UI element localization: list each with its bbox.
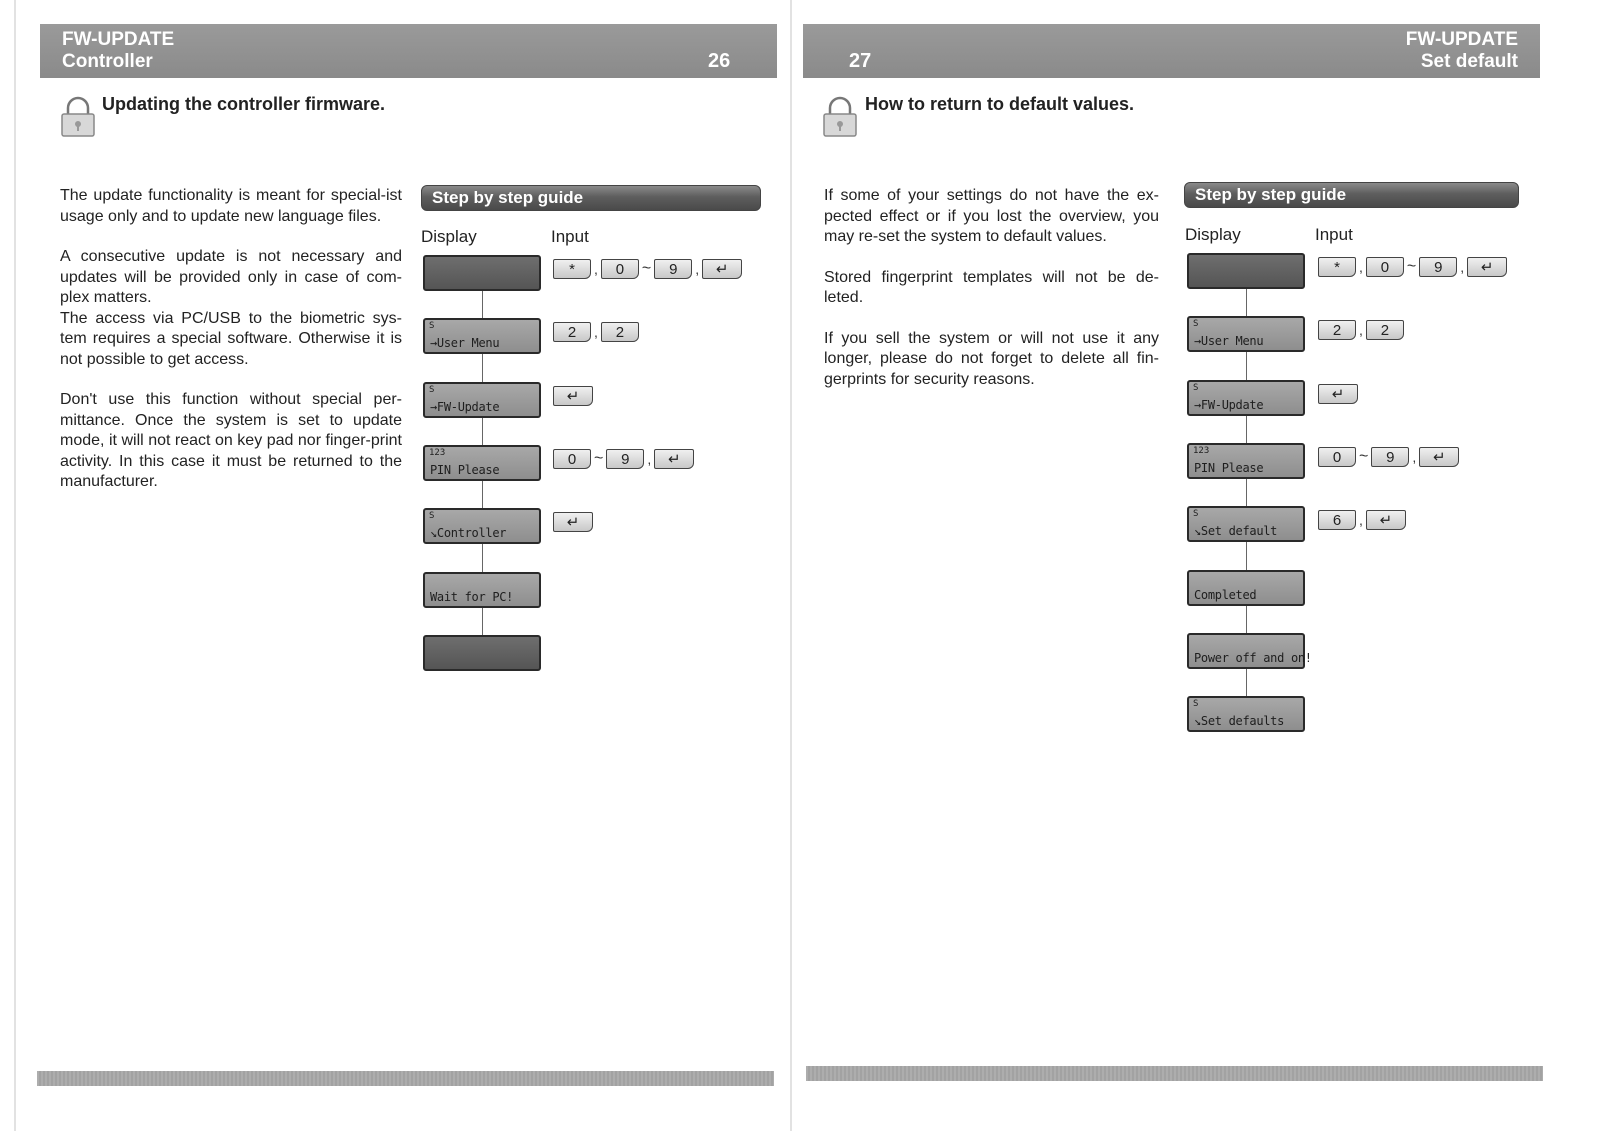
left-input-label: Input [551,227,589,246]
settings-symbol-icon: S [429,321,435,331]
right-header-subsection: Set default [1420,51,1518,72]
left-paragraph-1: The update functionality is meant for special-ist usage only and to update new language files. [60,187,402,225]
settings-symbol-icon: S [1193,509,1199,519]
digit-key: 9 [1419,257,1457,277]
comma-separator: , [1460,259,1465,275]
enter-key-icon: ↵ [553,512,593,532]
digit-key: 2 [1366,320,1404,340]
step-connector-line [1246,479,1247,506]
digit-key: 9 [654,259,692,279]
comma-separator: , [1359,322,1363,338]
settings-symbol-icon: S [429,511,435,521]
lcd-display [423,572,541,608]
input-sequence [1318,509,1406,531]
lcd-display [1187,316,1305,352]
comma-separator: , [647,451,652,467]
left-body-text [60,186,402,513]
numeric-mode-icon: 123 [429,448,446,458]
right-input-label: Input [1315,225,1353,244]
step-connector-line [482,418,483,445]
lcd-display [423,508,541,544]
step-connector-line [1246,416,1247,443]
input-sequence [1318,256,1507,278]
lcd-text: →FW-Update [430,400,500,414]
right-page-number: 27 [849,50,872,72]
digit-key: 9 [606,449,644,469]
step-connector-line [482,608,483,635]
left-page-edge [14,0,16,1131]
digit-key: 6 [1318,510,1356,530]
lock-icon [822,94,858,138]
spine-edge [790,0,792,1131]
input-sequence [553,511,593,533]
input-sequence [553,448,694,470]
enter-key-icon: ↵ [1467,257,1507,277]
step-connector-line [1246,606,1247,633]
right-paragraph-3: If you sell the system or will not use it any longer, please do not forget to delete all fin-gerprints for security reasons. [824,329,1159,388]
lcd-display [423,318,541,354]
comma-separator: , [1359,512,1363,528]
left-page-title: Updating the controller firmware. [102,94,386,114]
right-paragraph-1: If some of your settings do not have the ex-pected effect or if you lost the overview, you may re-set the system to default values. [824,187,1159,245]
settings-symbol-icon: S [1193,699,1199,709]
digit-key: 0 [553,449,591,469]
lcd-text: →User Menu [430,336,500,350]
input-sequence [1318,383,1358,405]
right-paragraph-2: Stored fingerprint templates will not be de-leted. [824,268,1159,306]
range-separator: ~ [1406,258,1417,275]
settings-symbol-icon: S [1193,319,1199,329]
lcd-text: ↘Set default [1194,524,1278,538]
lock-icon [60,94,96,138]
enter-key-icon: ↵ [654,449,694,469]
lcd-display [1187,570,1305,606]
comma-separator: , [1412,449,1417,465]
lcd-display [1187,380,1305,416]
comma-separator: , [695,261,700,277]
left-display-label: Display [421,227,477,246]
lcd-text: Power off and on! [1194,651,1312,665]
lcd-display [1187,443,1305,479]
enter-key-icon: ↵ [702,259,742,279]
lcd-display [423,635,541,671]
input-sequence [553,385,593,407]
right-header-section: FW-UPDATE [1405,29,1518,50]
star-key: * [1318,257,1356,277]
range-separator: ~ [641,260,652,277]
enter-key-icon: ↵ [553,386,593,406]
step-connector-line [1246,669,1247,696]
step-connector-line [1246,542,1247,570]
settings-symbol-icon: S [1193,383,1199,393]
lcd-text: Wait for PC! [430,590,514,604]
right-step-guide-header: Step by step guide [1184,182,1519,208]
right-display-label: Display [1185,225,1241,244]
left-paragraph-3: The access via PC/USB to the biometric sys-tem requires a special software. Otherwise it is not possible to get access. [60,309,402,368]
digit-key: 9 [1371,447,1409,467]
lcd-display [1187,506,1305,542]
enter-key-icon: ↵ [1318,384,1358,404]
input-sequence [1318,446,1459,468]
lcd-text: Completed [1194,588,1257,602]
range-separator: ~ [1359,448,1369,465]
enter-key-icon: ↵ [1419,447,1459,467]
left-paragraph-2: A consecutive update is not necessary and updates will be provided only in case of com-plex matters. [60,248,402,306]
left-step-guide-header: Step by step guide [421,185,761,211]
left-paragraph-4: Don't use this function without special per-mittance. Once the system is set to update mode, it will not react on key pad nor finger-print activity. In this case it must be returned to the manufacturer. [60,391,402,490]
digit-key: 0 [1318,447,1356,467]
lcd-text: PIN Please [1194,461,1264,475]
step-connector-line [482,354,483,382]
digit-key: 2 [553,322,591,342]
star-key: * [553,259,591,279]
enter-key-icon: ↵ [1366,510,1406,530]
lcd-display [423,445,541,481]
step-connector-line [482,291,483,318]
left-footer-bar [37,1071,774,1086]
step-connector-line [1246,289,1247,316]
left-header-section: FW-UPDATE [62,29,175,50]
lcd-display [1187,253,1305,289]
input-sequence [553,258,742,280]
lcd-display [423,255,541,291]
right-page-title: How to return to default values. [865,94,1135,114]
digit-key: 0 [1366,257,1404,277]
lcd-display [423,382,541,418]
right-page-header [803,24,1540,78]
lcd-text: →User Menu [1194,334,1264,348]
lcd-display [1187,633,1312,669]
left-page-number: 26 [708,50,731,72]
lcd-text: ↘Controller [430,526,507,540]
right-body-text [824,186,1159,410]
lcd-display [1187,696,1305,732]
comma-separator: , [594,261,598,277]
comma-separator: , [1359,259,1363,275]
input-sequence [553,321,639,343]
settings-symbol-icon: S [429,385,435,395]
step-connector-line [482,481,483,508]
left-header-subsection: Controller [62,51,153,72]
lcd-text: →FW-Update [1194,398,1264,412]
left-page-header [40,24,777,78]
range-separator: ~ [594,450,604,467]
right-footer-bar [806,1066,1543,1081]
numeric-mode-icon: 123 [1193,446,1210,456]
comma-separator: , [594,324,598,340]
input-sequence [1318,319,1404,341]
digit-key: 2 [601,322,639,342]
step-connector-line [482,544,483,572]
digit-key: 0 [601,259,639,279]
lcd-text: ↘Set defaults [1194,714,1285,728]
step-connector-line [1246,352,1247,380]
digit-key: 2 [1318,320,1356,340]
lcd-text: PIN Please [430,463,500,477]
